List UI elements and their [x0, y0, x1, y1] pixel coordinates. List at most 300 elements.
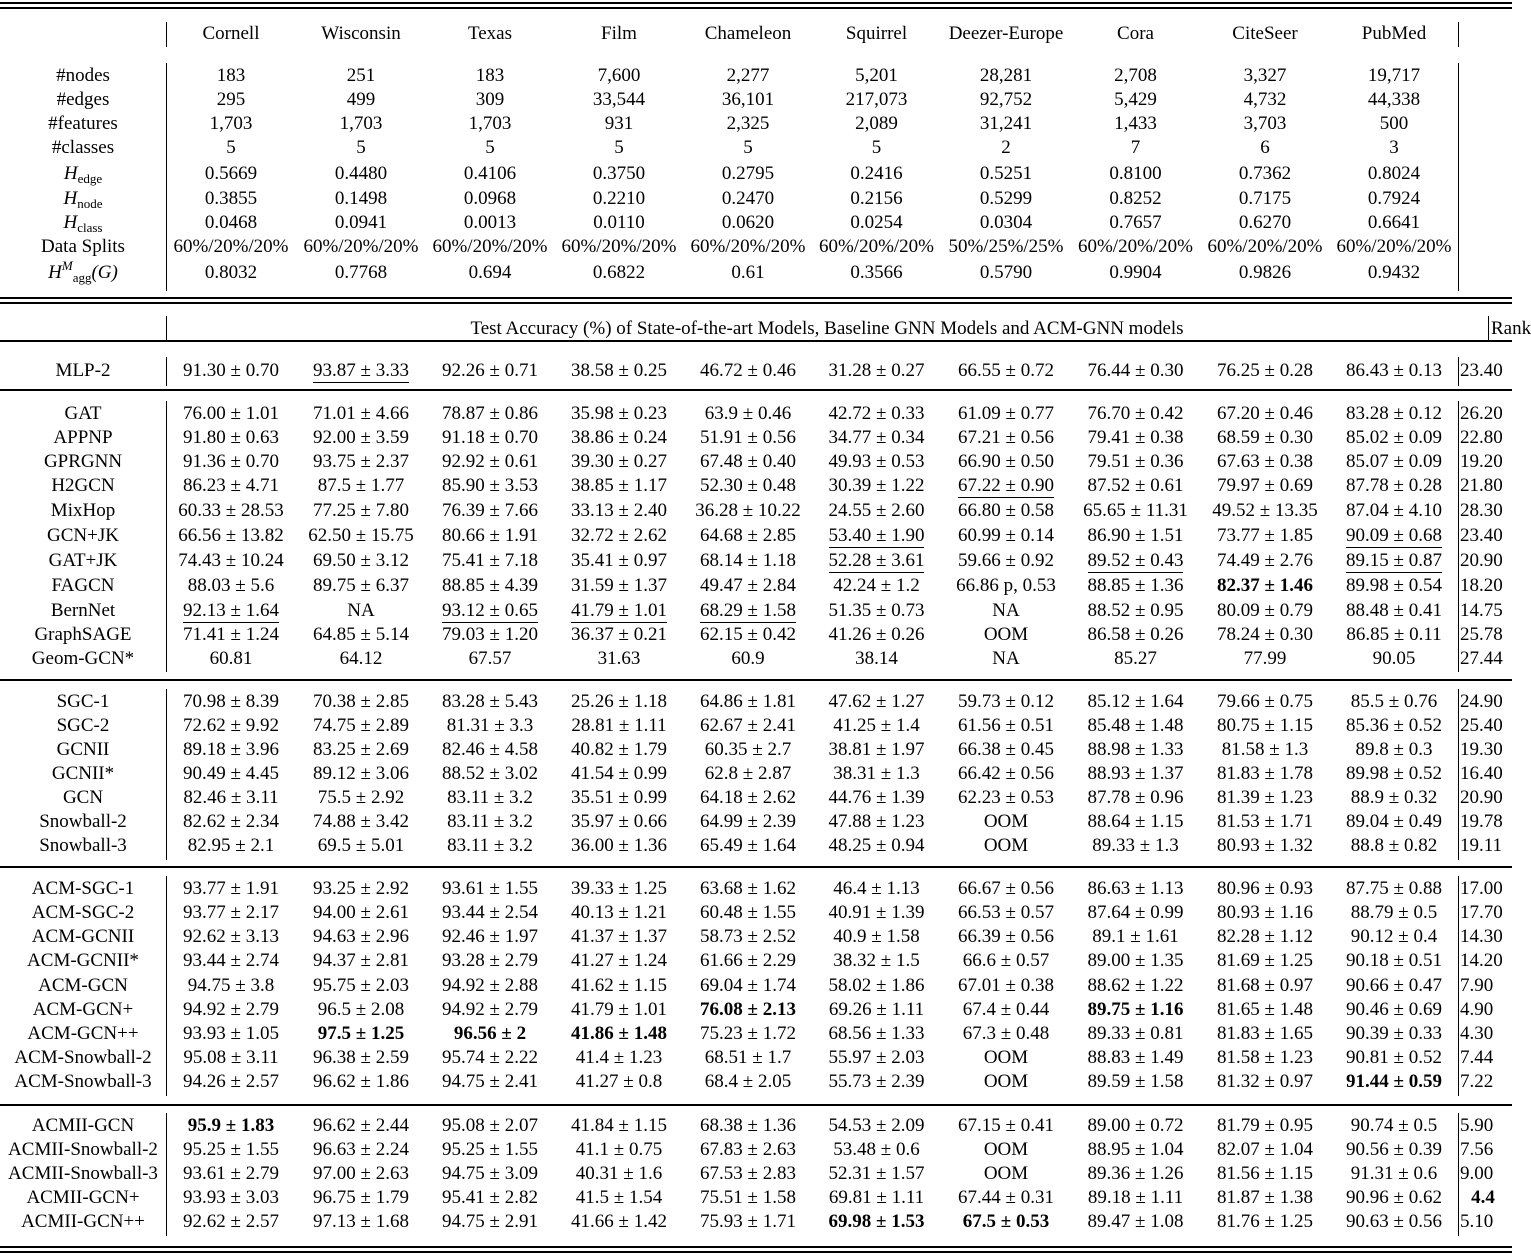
plus-minus-sign: ±	[613, 763, 634, 784]
accuracy-std: 0.52	[1408, 715, 1442, 736]
stat-value: 2	[1001, 137, 1011, 158]
accuracy-mean: 96.63	[313, 1139, 356, 1160]
stat-value: 5	[485, 137, 495, 158]
accuracy-std: 1.15	[633, 975, 667, 996]
accuracy-value	[1217, 403, 1313, 424]
accuracy-cell	[296, 623, 426, 647]
accuracy-value	[958, 427, 1054, 448]
plus-minus-sign: ±	[613, 1211, 634, 1232]
accuracy-value	[829, 1211, 925, 1232]
accuracy-std: 0.27	[633, 451, 667, 472]
accuracy-std: 2.79	[504, 999, 538, 1020]
accuracy-std: 2.63	[762, 1139, 796, 1160]
accuracy-std: 0.93	[1279, 878, 1313, 899]
accuracy-cell	[426, 450, 554, 474]
accuracy-value	[442, 950, 538, 971]
accuracy-cell	[941, 834, 1071, 858]
accuracy-value	[442, 427, 538, 448]
plus-minus-sign: ±	[484, 427, 505, 448]
plus-minus-sign: ±	[225, 1211, 246, 1232]
plus-minus-sign: ±	[1000, 715, 1021, 736]
accuracy-mean: 93.44	[183, 950, 226, 971]
stat-value: 3,703	[1243, 113, 1287, 134]
model-name: ACM-GCNII	[31, 926, 135, 947]
accuracy-value	[700, 902, 796, 923]
accuracy-mean: 83.11	[447, 787, 490, 808]
accuracy-std: 0.38	[1020, 975, 1054, 996]
plus-minus-sign: ±	[355, 902, 376, 923]
accuracy-cell	[1071, 359, 1200, 383]
accuracy-value	[1088, 600, 1184, 621]
accuracy-value	[700, 950, 796, 971]
rank-value: 20.90	[1460, 787, 1503, 808]
stat-value: 0.5251	[979, 163, 1033, 184]
accuracy-cell	[1071, 1138, 1200, 1162]
plus-minus-sign: ±	[871, 1023, 892, 1044]
accuracy-cell	[296, 359, 426, 383]
accuracy-value	[313, 550, 409, 571]
accuracy-cell	[166, 574, 296, 598]
accuracy-std: 1.54	[628, 1187, 663, 1208]
accuracy-mean: 78.24	[1217, 624, 1260, 645]
accuracy-value	[833, 1139, 919, 1160]
accuracy-mean: 89.52	[1087, 550, 1131, 571]
accuracy-value	[1088, 811, 1184, 832]
accuracy-mean: 81.53	[1217, 811, 1260, 832]
accuracy-mean: 41.79	[571, 999, 614, 1020]
model-name: ACM-GCNII*	[27, 950, 139, 971]
stat-value: 309	[475, 89, 505, 110]
accuracy-cell	[684, 1070, 812, 1094]
accuracy-cell	[812, 1186, 941, 1210]
plus-minus-sign: ±	[355, 427, 376, 448]
stat-value: 4,732	[1243, 89, 1287, 110]
accuracy-std: 2.83	[762, 1163, 796, 1184]
accuracy-std: 0.11	[1409, 624, 1442, 645]
plus-minus-sign: ±	[871, 1211, 892, 1232]
accuracy-value	[313, 1139, 409, 1160]
plus-minus-sign: ±	[742, 1023, 763, 1044]
stat-value: 500	[1379, 113, 1409, 134]
accuracy-mean: 63.68	[700, 878, 743, 899]
accuracy-cell	[684, 901, 812, 925]
accuracy-std: 0.12	[1020, 691, 1054, 712]
accuracy-std: 0.82	[1403, 835, 1438, 856]
plus-minus-sign: ±	[1130, 1115, 1151, 1136]
accuracy-cell	[426, 738, 554, 762]
accuracy-cell	[941, 647, 1071, 671]
accuracy-cell	[684, 1114, 812, 1138]
accuracy-std: 1.5	[895, 950, 920, 971]
accuracy-mean: 67.01	[958, 975, 1001, 996]
accuracy-mean: 82.46	[442, 739, 485, 760]
accuracy-cell	[296, 474, 426, 498]
accuracy-mean: 67.5	[962, 1211, 997, 1232]
accuracy-value	[442, 475, 538, 496]
plus-minus-sign: ±	[226, 1047, 247, 1068]
plus-minus-sign: ±	[355, 926, 376, 947]
plus-minus-sign: ±	[225, 999, 246, 1020]
accuracy-cell	[166, 690, 296, 714]
accuracy-cell	[296, 714, 426, 738]
accuracy-mean: 54.53	[828, 1115, 872, 1136]
accuracy-cell	[554, 690, 684, 714]
plus-minus-sign: ±	[1388, 525, 1409, 546]
accuracy-cell	[1330, 1210, 1458, 1234]
accuracy-cell	[812, 834, 941, 858]
accuracy-std: 2.89	[375, 715, 409, 736]
accuracy-cell	[1331, 1070, 1457, 1094]
accuracy-value	[571, 811, 667, 832]
stat-symbol: H	[48, 262, 62, 283]
accuracy-cell	[812, 690, 941, 714]
plus-minus-sign: ±	[609, 1187, 629, 1208]
accuracy-value	[454, 1023, 526, 1044]
accuracy-value	[183, 1071, 279, 1092]
accuracy-mean: 38.14	[855, 648, 898, 669]
accuracy-cell	[426, 599, 554, 623]
accuracy-cell	[1200, 714, 1330, 738]
accuracy-mean: 81.68	[1217, 975, 1260, 996]
plus-minus-sign: ±	[225, 763, 246, 784]
accuracy-value	[700, 1211, 796, 1232]
accuracy-value	[1088, 975, 1184, 996]
plus-minus-sign: ±	[742, 950, 763, 971]
accuracy-value	[700, 691, 796, 712]
accuracy-cell	[684, 499, 812, 523]
plus-minus-sign: ±	[484, 1139, 505, 1160]
plus-minus-sign: ±	[1130, 999, 1151, 1020]
accuracy-cell	[296, 1114, 426, 1138]
accuracy-value	[188, 835, 274, 856]
accuracy-std: 0.56	[1020, 926, 1054, 947]
plus-minus-sign: ±	[484, 1047, 505, 1068]
accuracy-value	[183, 1187, 279, 1208]
accuracy-mean: 39.30	[571, 451, 614, 472]
plus-minus-sign: ±	[613, 575, 634, 596]
plus-minus-sign: ±	[355, 811, 376, 832]
accuracy-std: 0.30	[1279, 624, 1313, 645]
accuracy-cell	[1330, 1186, 1458, 1210]
plus-minus-sign: ±	[355, 550, 376, 571]
stat-value: 0.9904	[1109, 262, 1162, 283]
plus-minus-sign: ±	[1259, 1187, 1280, 1208]
accuracy-mean: 88.95	[1087, 1139, 1131, 1160]
accuracy-mean: 82.28	[1217, 926, 1260, 947]
accuracy-value	[829, 475, 925, 496]
accuracy-std: 2.05	[757, 1071, 792, 1092]
stat-symbol: H	[63, 188, 78, 209]
accuracy-std: 2.88	[504, 975, 538, 996]
accuracy-std: 0.5	[1413, 902, 1438, 923]
accuracy-cell	[941, 1022, 1071, 1046]
accuracy-cell	[942, 1210, 1070, 1234]
accuracy-mean: 69.50	[313, 550, 356, 571]
accuracy-std: 1.97	[891, 739, 925, 760]
stat-value: 3	[1389, 137, 1399, 158]
stat-value: 0.0254	[850, 212, 903, 233]
column-header: Squirrel	[845, 23, 908, 44]
accuracy-value	[833, 715, 919, 736]
accuracy-cell	[941, 359, 1071, 383]
accuracy-mean: 88.8	[1350, 835, 1385, 856]
accuracy-std: 1.55	[245, 1139, 279, 1160]
accuracy-std: 1.58	[762, 1187, 796, 1208]
accuracy-mean: 44.76	[828, 787, 872, 808]
accuracy-std: 3.11	[246, 787, 279, 808]
accuracy-mean: 52.30	[700, 475, 743, 496]
accuracy-std: 0.33	[891, 403, 925, 424]
accuracy-std: 0.48	[1015, 1023, 1050, 1044]
accuracy-std: 1.48	[1279, 999, 1313, 1020]
stat-value: 5	[743, 137, 753, 158]
stat-value: 0.0968	[463, 188, 517, 209]
accuracy-cell	[812, 599, 941, 623]
stat-value: 0.4480	[334, 163, 388, 184]
accuracy-std: 9.92	[245, 715, 279, 736]
accuracy-std: 0.97	[633, 550, 667, 571]
plus-minus-sign: ±	[613, 403, 634, 424]
accuracy-cell	[166, 1138, 296, 1162]
column-header: Chameleon	[704, 23, 792, 44]
accuracy-value	[1088, 451, 1184, 472]
accuracy-value	[571, 902, 667, 923]
accuracy-mean: 41.5	[575, 1187, 610, 1208]
accuracy-mean: 68.59	[1217, 427, 1260, 448]
accuracy-std: 13.35	[1274, 500, 1318, 521]
accuracy-mean: 91.30	[183, 360, 226, 381]
plus-minus-sign: ±	[230, 575, 251, 596]
accuracy-cell	[1330, 402, 1458, 426]
accuracy-std: 0.59	[1408, 1071, 1442, 1092]
plus-minus-sign: ±	[742, 451, 763, 472]
accuracy-value	[1088, 360, 1184, 381]
accuracy-mean: 90.96	[1346, 1187, 1389, 1208]
stat-value: 0.7362	[1238, 163, 1292, 184]
column-header: Cornell	[202, 23, 260, 44]
accuracy-value	[829, 550, 925, 573]
stat-subscript: edge	[77, 171, 103, 186]
plus-minus-sign: ±	[221, 500, 241, 521]
accuracy-value	[1088, 1211, 1184, 1232]
stat-value: 0.4106	[463, 163, 517, 184]
accuracy-mean: 49.47	[700, 575, 743, 596]
rank-value: 7.44	[1460, 1047, 1494, 1068]
accuracy-cell	[1200, 474, 1330, 498]
model-name: GCN+JK	[47, 525, 119, 546]
plus-minus-sign: ±	[1130, 739, 1151, 760]
accuracy-std: 4.39	[504, 575, 538, 596]
accuracy-std: 0.43	[1150, 550, 1184, 571]
accuracy-cell	[1071, 690, 1200, 714]
accuracy-value	[313, 926, 409, 947]
accuracy-std: 0.6	[895, 1139, 920, 1160]
rank-header: Rank	[1491, 318, 1531, 339]
accuracy-mean: 86.43	[1346, 360, 1389, 381]
accuracy-std: 0.68	[1408, 525, 1442, 546]
accuracy-mean: 53.48	[833, 1139, 877, 1160]
accuracy-cell	[166, 499, 296, 523]
stat-value: 0.7175	[1238, 188, 1292, 209]
accuracy-std: 0.46	[762, 360, 796, 381]
accuracy-value	[700, 878, 796, 899]
accuracy-cell	[1071, 762, 1200, 786]
accuracy-cell	[296, 690, 426, 714]
accuracy-mean: 64.86	[700, 691, 743, 712]
accuracy-mean: 68.56	[828, 1023, 872, 1044]
plus-minus-sign: ±	[1000, 975, 1021, 996]
accuracy-mean: 79.97	[1217, 475, 1260, 496]
accuracy-mean: 81.39	[1217, 787, 1260, 808]
accuracy-value	[442, 525, 538, 546]
accuracy-value	[1088, 525, 1184, 546]
accuracy-cell	[166, 925, 296, 949]
accuracy-std: 10.24	[240, 550, 284, 571]
plus-minus-sign: ±	[1000, 926, 1021, 947]
accuracy-value	[958, 1115, 1054, 1136]
accuracy-cell	[554, 974, 684, 998]
accuracy-value	[958, 550, 1054, 571]
accuracy-cell	[166, 738, 296, 762]
plus-minus-sign: ±	[613, 787, 634, 808]
accuracy-cell	[1071, 1210, 1200, 1234]
plus-minus-sign: ±	[747, 739, 768, 760]
plus-minus-sign: ±	[1130, 1047, 1151, 1068]
accuracy-value	[1346, 1211, 1442, 1232]
accuracy-std: 0.23	[633, 403, 667, 424]
accuracy-cell	[554, 1186, 684, 1210]
plus-minus-sign: ±	[225, 1139, 246, 1160]
accuracy-cell	[1071, 549, 1200, 573]
plus-minus-sign: ±	[613, 835, 634, 856]
accuracy-cell	[166, 549, 296, 573]
accuracy-value	[571, 403, 667, 424]
accuracy-mean: 90.39	[1346, 1023, 1389, 1044]
accuracy-std: 1.15	[1279, 715, 1313, 736]
model-name: GCNII	[56, 739, 110, 760]
accuracy-cell	[941, 1114, 1071, 1138]
plus-minus-sign: ±	[866, 926, 887, 947]
accuracy-value	[1217, 715, 1313, 736]
accuracy-value	[1083, 500, 1188, 521]
accuracy-cell	[554, 524, 684, 548]
accuracy-cell	[812, 925, 941, 949]
plus-minus-sign: ±	[1130, 1023, 1151, 1044]
accuracy-cell	[554, 786, 684, 810]
accuracy-mean: 88.52	[1087, 600, 1131, 621]
plus-minus-sign: ±	[1130, 427, 1151, 448]
accuracy-cell	[812, 574, 941, 598]
accuracy-cell	[1330, 1046, 1458, 1070]
accuracy-mean: 77.25	[313, 500, 356, 521]
stat-suffix: (G)	[91, 262, 118, 283]
accuracy-std: 3.02	[504, 763, 538, 784]
accuracy-mean: 49.93	[828, 451, 872, 472]
accuracy-mean: 35.97	[571, 811, 614, 832]
accuracy-std: 3.3	[509, 715, 534, 736]
plus-minus-sign: ±	[742, 999, 763, 1020]
accuracy-mean: 41.26	[828, 624, 872, 645]
accuracy-cell	[554, 1046, 684, 1070]
stat-subscript: node	[77, 196, 103, 211]
accuracy-mean: 90.18	[1346, 950, 1389, 971]
accuracy-std: 2.91	[504, 1211, 538, 1232]
accuracy-cell	[941, 1186, 1071, 1210]
accuracy-mean: 86.23	[183, 475, 226, 496]
accuracy-value	[1346, 451, 1442, 472]
accuracy-cell	[166, 1210, 296, 1234]
accuracy-value	[984, 1047, 1028, 1068]
accuracy-value	[442, 739, 538, 760]
accuracy-cell	[166, 474, 296, 498]
accuracy-std: 3.53	[504, 475, 538, 496]
model-name: GAT	[64, 403, 102, 424]
plus-minus-sign: ±	[225, 739, 246, 760]
accuracy-std: 4.66	[375, 403, 409, 424]
accuracy-cell	[1071, 574, 1200, 598]
column-header: CiteSeer	[1232, 23, 1298, 44]
stat-value: 183	[475, 65, 505, 86]
plus-minus-sign: ±	[355, 624, 376, 645]
accuracy-cell	[426, 574, 554, 598]
plus-minus-sign: ±	[613, 1115, 634, 1136]
accuracy-cell	[684, 714, 812, 738]
accuracy-std: 7.66	[504, 500, 538, 521]
plus-minus-sign: ±	[1388, 739, 1409, 760]
accuracy-value	[1346, 525, 1442, 548]
accuracy-std: 1.64	[245, 600, 279, 621]
model-name: SGC-2	[56, 715, 110, 736]
stat-subscript: agg	[72, 270, 92, 285]
accuracy-mean: NA	[992, 648, 1020, 669]
accuracy-std: 0.72	[1020, 360, 1054, 381]
accuracy-std: 0.41	[1020, 1115, 1054, 1136]
model-name: GPRGNN	[43, 451, 123, 472]
plus-minus-sign: ±	[613, 525, 634, 546]
accuracy-cell	[1330, 786, 1458, 810]
bottom-rule	[0, 1246, 1512, 1248]
rank-value: 17.70	[1460, 902, 1503, 923]
accuracy-cell	[812, 762, 941, 786]
accuracy-cell	[1071, 499, 1200, 523]
accuracy-cell	[1330, 359, 1458, 383]
plus-minus-sign: ±	[871, 500, 892, 521]
stat-value: 0.5790	[979, 262, 1033, 283]
accuracy-cell	[166, 623, 296, 647]
plus-minus-sign: ±	[1388, 1139, 1409, 1160]
stat-value: 183	[216, 65, 246, 86]
accuracy-value	[183, 1047, 278, 1068]
accuracy-mean: 80.09	[1217, 600, 1260, 621]
accuracy-cell	[296, 1162, 426, 1186]
accuracy-mean: 34.77	[828, 427, 872, 448]
accuracy-value	[442, 902, 538, 923]
plus-minus-sign: ±	[351, 475, 371, 496]
accuracy-cell	[426, 1046, 554, 1070]
plus-minus-sign: ±	[1393, 902, 1414, 923]
accuracy-value	[963, 999, 1049, 1020]
plus-minus-sign: ±	[866, 878, 887, 899]
accuracy-mean: 67.48	[700, 451, 743, 472]
accuracy-cell	[554, 1070, 684, 1094]
accuracy-mean: 67.21	[958, 427, 1001, 448]
plus-minus-sign: ±	[613, 451, 634, 472]
accuracy-cell	[296, 949, 426, 973]
accuracy-std: 0.34	[891, 427, 925, 448]
accuracy-mean: 76.44	[1087, 360, 1131, 381]
accuracy-mean: 88.85	[1087, 575, 1131, 596]
stat-value: 0.8024	[1367, 163, 1421, 184]
